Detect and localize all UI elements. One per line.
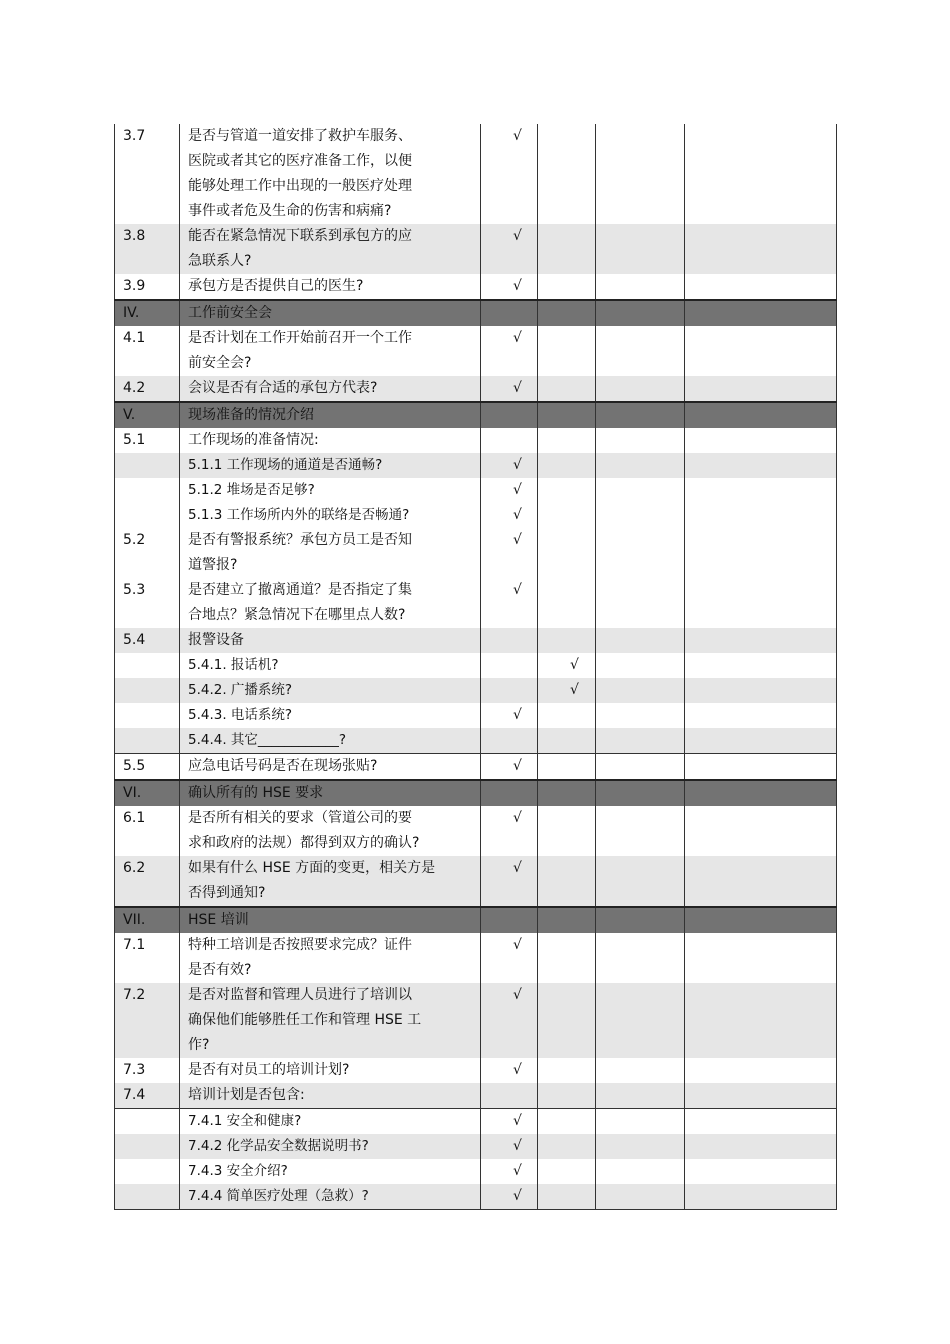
check-column-2 xyxy=(538,300,596,326)
remarks-column xyxy=(685,326,837,376)
item-number xyxy=(115,678,180,703)
item-number: IV. xyxy=(115,300,180,326)
question-line: 5.4.4. 其它____________? xyxy=(188,732,347,748)
question-line: 作? xyxy=(188,1037,210,1053)
question-text xyxy=(180,528,481,578)
item-number: 7.1 xyxy=(115,933,180,983)
item-row xyxy=(115,326,837,376)
question-line: 培训计划是否包含: xyxy=(188,1087,305,1103)
check-column-2 xyxy=(538,983,596,1058)
check-column-2 xyxy=(538,453,596,478)
check-column-2 xyxy=(538,628,596,653)
remarks-column xyxy=(685,402,837,428)
checkmark-icon: √ xyxy=(513,987,522,1003)
section-title xyxy=(180,780,481,806)
remarks-column xyxy=(685,780,837,806)
check-column-1 xyxy=(481,1134,538,1159)
check-column-1 xyxy=(481,428,538,453)
question-line: 工作前安全会 xyxy=(188,305,272,321)
checkmark-icon: √ xyxy=(513,507,522,523)
remarks-column xyxy=(685,907,837,933)
empty-column-3 xyxy=(596,478,685,503)
item-number: V. xyxy=(115,402,180,428)
item-number xyxy=(115,1184,180,1210)
remarks-column xyxy=(685,1058,837,1083)
empty-column-3 xyxy=(596,274,685,300)
question-line: 是否有警报系统？承包方员工是否知 xyxy=(188,532,412,548)
remarks-column xyxy=(685,528,837,578)
item-number: 6.2 xyxy=(115,856,180,907)
remarks-column xyxy=(685,1134,837,1159)
question-text xyxy=(180,1159,481,1184)
question-line: 报警设备 xyxy=(188,632,244,648)
checkmark-icon: √ xyxy=(513,482,522,498)
empty-column-3 xyxy=(596,907,685,933)
question-line: 应急电话号码是否在现场张贴? xyxy=(188,758,378,774)
question-line: 求和政府的法规）都得到双方的确认? xyxy=(188,835,420,851)
check-column-2 xyxy=(538,578,596,628)
question-line: 5.1.3 工作场所内外的联络是否畅通? xyxy=(188,507,410,523)
item-row xyxy=(115,806,837,856)
question-line: 工作现场的准备情况: xyxy=(188,432,319,448)
check-column-1 xyxy=(481,453,538,478)
check-column-1 xyxy=(481,376,538,402)
item-number: 6.1 xyxy=(115,806,180,856)
item-row xyxy=(115,933,837,983)
question-text xyxy=(180,224,481,274)
question-text xyxy=(180,1058,481,1083)
item-number xyxy=(115,503,180,528)
check-column-2 xyxy=(538,528,596,578)
checkmark-icon: √ xyxy=(513,380,522,396)
question-text xyxy=(180,678,481,703)
remarks-column xyxy=(685,1159,837,1184)
check-column-1 xyxy=(481,274,538,300)
empty-column-3 xyxy=(596,503,685,528)
question-text xyxy=(180,983,481,1058)
question-line: 道警报? xyxy=(188,557,238,573)
question-line: 承包方是否提供自己的医生? xyxy=(188,278,364,294)
sub-item-row xyxy=(115,678,837,703)
remarks-column xyxy=(685,933,837,983)
question-line: 是否建立了撤离通道？是否指定了集 xyxy=(188,582,412,598)
check-column-1 xyxy=(481,703,538,728)
check-column-2 xyxy=(538,653,596,678)
item-row xyxy=(115,1083,837,1109)
checkmark-icon: √ xyxy=(513,1188,522,1204)
sub-item-row xyxy=(115,1184,837,1210)
remarks-column xyxy=(685,274,837,300)
checkmark-icon: √ xyxy=(513,228,522,244)
empty-column-3 xyxy=(596,754,685,781)
question-text xyxy=(180,274,481,300)
question-line: 5.1.2 堆场是否足够? xyxy=(188,482,315,498)
check-column-2 xyxy=(538,224,596,274)
check-column-1 xyxy=(481,1159,538,1184)
empty-column-3 xyxy=(596,300,685,326)
check-column-1 xyxy=(481,1184,538,1210)
check-column-2 xyxy=(538,1058,596,1083)
checkmark-icon: √ xyxy=(513,860,522,876)
check-column-2 xyxy=(538,933,596,983)
question-line: 7.4.3 安全介绍? xyxy=(188,1163,288,1179)
sub-item-row xyxy=(115,453,837,478)
question-line: 医院或者其它的医疗准备工作，以便 xyxy=(188,153,412,169)
empty-column-3 xyxy=(596,428,685,453)
item-row xyxy=(115,224,837,274)
check-column-2 xyxy=(538,678,596,703)
check-column-2 xyxy=(538,274,596,300)
check-column-2 xyxy=(538,728,596,754)
check-column-1 xyxy=(481,402,538,428)
item-number: 3.9 xyxy=(115,274,180,300)
check-column-1 xyxy=(481,478,538,503)
question-line: 确保他们能够胜任工作和管理 HSE 工 xyxy=(188,1012,422,1028)
check-column-1 xyxy=(481,754,538,781)
check-column-2 xyxy=(538,402,596,428)
check-column-1 xyxy=(481,933,538,983)
checkmark-icon: √ xyxy=(513,532,522,548)
empty-column-3 xyxy=(596,1184,685,1210)
check-column-2 xyxy=(538,856,596,907)
sub-item-row xyxy=(115,478,837,503)
question-line: HSE 培训 xyxy=(188,912,249,928)
question-line: 5.4.3. 电话系统? xyxy=(188,707,293,723)
remarks-column xyxy=(685,1083,837,1109)
item-number: 4.1 xyxy=(115,326,180,376)
remarks-column xyxy=(685,478,837,503)
item-number: 5.5 xyxy=(115,754,180,781)
empty-column-3 xyxy=(596,728,685,754)
question-line: 5.4.1. 报话机? xyxy=(188,657,279,673)
check-column-1 xyxy=(481,224,538,274)
check-column-2 xyxy=(538,326,596,376)
check-column-2 xyxy=(538,754,596,781)
item-row xyxy=(115,1058,837,1083)
question-line: 如果有什么 HSE 方面的变更，相关方是 xyxy=(188,860,436,876)
empty-column-3 xyxy=(596,1109,685,1135)
question-line: 能否在紧急情况下联系到承包方的应 xyxy=(188,228,412,244)
item-number xyxy=(115,728,180,754)
check-column-2 xyxy=(538,703,596,728)
question-line: 是否与管道一道安排了救护车服务、 xyxy=(188,128,412,144)
item-number xyxy=(115,453,180,478)
sub-item-row xyxy=(115,503,837,528)
empty-column-3 xyxy=(596,124,685,224)
question-line: 合地点？紧急情况下在哪里点人数? xyxy=(188,607,406,623)
sub-item-row xyxy=(115,1159,837,1184)
item-number: 4.2 xyxy=(115,376,180,402)
item-number xyxy=(115,703,180,728)
item-row xyxy=(115,428,837,453)
item-number: 5.4 xyxy=(115,628,180,653)
item-row xyxy=(115,578,837,628)
question-text xyxy=(180,754,481,781)
checklist-body xyxy=(115,124,837,1210)
check-column-1 xyxy=(481,856,538,907)
section-header-row xyxy=(115,907,837,933)
empty-column-3 xyxy=(596,628,685,653)
check-column-1 xyxy=(481,1058,538,1083)
question-text xyxy=(180,578,481,628)
empty-column-3 xyxy=(596,678,685,703)
item-number: VII. xyxy=(115,907,180,933)
check-column-1 xyxy=(481,1083,538,1109)
question-text xyxy=(180,428,481,453)
question-text xyxy=(180,1134,481,1159)
question-text xyxy=(180,653,481,678)
question-text xyxy=(180,326,481,376)
question-line: 5.1.1 工作现场的通道是否通畅? xyxy=(188,457,383,473)
remarks-column xyxy=(685,1184,837,1210)
empty-column-3 xyxy=(596,402,685,428)
checkmark-icon: √ xyxy=(513,278,522,294)
question-text xyxy=(180,478,481,503)
checkmark-icon: √ xyxy=(513,937,522,953)
check-column-1 xyxy=(481,728,538,754)
empty-column-3 xyxy=(596,1058,685,1083)
remarks-column xyxy=(685,728,837,754)
question-text xyxy=(180,503,481,528)
question-line: 7.4.4 简单医疗处理（急救）? xyxy=(188,1188,369,1204)
remarks-column xyxy=(685,856,837,907)
empty-column-3 xyxy=(596,806,685,856)
hse-checklist-table xyxy=(114,124,837,1210)
checkmark-icon: √ xyxy=(513,457,522,473)
question-text xyxy=(180,628,481,653)
checkmark-icon: √ xyxy=(513,758,522,774)
check-column-2 xyxy=(538,376,596,402)
check-column-1 xyxy=(481,326,538,376)
question-text xyxy=(180,1184,481,1210)
check-column-1 xyxy=(481,300,538,326)
check-column-2 xyxy=(538,907,596,933)
sub-item-row xyxy=(115,653,837,678)
checkmark-icon: √ xyxy=(513,1062,522,1078)
question-line: 是否对监督和管理人员进行了培训以 xyxy=(188,987,412,1003)
check-column-2 xyxy=(538,124,596,224)
check-column-1 xyxy=(481,983,538,1058)
check-column-2 xyxy=(538,780,596,806)
item-number xyxy=(115,653,180,678)
remarks-column xyxy=(685,224,837,274)
question-text xyxy=(180,933,481,983)
remarks-column xyxy=(685,653,837,678)
section-title xyxy=(180,402,481,428)
question-text xyxy=(180,856,481,907)
checkmark-icon: √ xyxy=(513,582,522,598)
item-number xyxy=(115,478,180,503)
empty-column-3 xyxy=(596,780,685,806)
remarks-column xyxy=(685,124,837,224)
remarks-column xyxy=(685,983,837,1058)
item-number xyxy=(115,1134,180,1159)
remarks-column xyxy=(685,754,837,781)
section-header-row xyxy=(115,780,837,806)
section-title xyxy=(180,907,481,933)
check-column-2 xyxy=(538,1109,596,1135)
question-text xyxy=(180,453,481,478)
question-line: 是否所有相关的要求（管道公司的要 xyxy=(188,810,412,826)
check-column-2 xyxy=(538,806,596,856)
remarks-column xyxy=(685,503,837,528)
check-column-1 xyxy=(481,907,538,933)
empty-column-3 xyxy=(596,703,685,728)
question-line: 会议是否有合适的承包方代表? xyxy=(188,380,378,396)
empty-column-3 xyxy=(596,933,685,983)
question-line: 确认所有的 HSE 要求 xyxy=(188,785,324,801)
item-row xyxy=(115,528,837,578)
check-column-2 xyxy=(538,1083,596,1109)
item-row xyxy=(115,376,837,402)
check-column-1 xyxy=(481,124,538,224)
sub-item-row xyxy=(115,1109,837,1135)
question-text xyxy=(180,1109,481,1135)
empty-column-3 xyxy=(596,326,685,376)
check-column-1 xyxy=(481,578,538,628)
item-number xyxy=(115,1109,180,1135)
check-column-1 xyxy=(481,528,538,578)
check-column-2 xyxy=(538,1159,596,1184)
item-number: 3.7 xyxy=(115,124,180,224)
item-number xyxy=(115,1159,180,1184)
sub-item-row xyxy=(115,728,837,754)
empty-column-3 xyxy=(596,1134,685,1159)
checkmark-icon: √ xyxy=(570,657,579,673)
sub-item-row xyxy=(115,703,837,728)
check-column-1 xyxy=(481,653,538,678)
question-text xyxy=(180,728,481,754)
empty-column-3 xyxy=(596,983,685,1058)
item-row xyxy=(115,754,837,781)
checkmark-icon: √ xyxy=(570,682,579,698)
check-column-2 xyxy=(538,503,596,528)
item-number: 7.2 xyxy=(115,983,180,1058)
item-number: 3.8 xyxy=(115,224,180,274)
check-column-1 xyxy=(481,503,538,528)
check-column-2 xyxy=(538,1184,596,1210)
question-line: 急联系人? xyxy=(188,253,252,269)
checkmark-icon: √ xyxy=(513,1138,522,1154)
checkmark-icon: √ xyxy=(513,128,522,144)
item-number: 7.3 xyxy=(115,1058,180,1083)
check-column-2 xyxy=(538,428,596,453)
item-row xyxy=(115,124,837,224)
check-column-2 xyxy=(538,1134,596,1159)
section-title xyxy=(180,300,481,326)
question-line: 是否计划在工作开始前召开一个工作 xyxy=(188,330,412,346)
empty-column-3 xyxy=(596,856,685,907)
section-header-row xyxy=(115,300,837,326)
item-number: 5.3 xyxy=(115,578,180,628)
question-text xyxy=(180,124,481,224)
question-line: 否得到通知? xyxy=(188,885,266,901)
empty-column-3 xyxy=(596,653,685,678)
empty-column-3 xyxy=(596,528,685,578)
question-line: 5.4.2. 广播系统? xyxy=(188,682,293,698)
question-text xyxy=(180,376,481,402)
question-line: 是否有对员工的培训计划? xyxy=(188,1062,350,1078)
checkmark-icon: √ xyxy=(513,1163,522,1179)
remarks-column xyxy=(685,1109,837,1135)
question-text xyxy=(180,1083,481,1109)
check-column-1 xyxy=(481,628,538,653)
check-column-2 xyxy=(538,478,596,503)
item-number: 5.1 xyxy=(115,428,180,453)
question-line: 现场准备的情况介绍 xyxy=(188,407,314,423)
remarks-column xyxy=(685,376,837,402)
item-number: 5.2 xyxy=(115,528,180,578)
remarks-column xyxy=(685,428,837,453)
item-number: 7.4 xyxy=(115,1083,180,1109)
item-row xyxy=(115,983,837,1058)
checkmark-icon: √ xyxy=(513,810,522,826)
empty-column-3 xyxy=(596,453,685,478)
question-line: 特种工培训是否按照要求完成？证件 xyxy=(188,937,412,953)
check-column-1 xyxy=(481,1109,538,1135)
empty-column-3 xyxy=(596,1083,685,1109)
empty-column-3 xyxy=(596,578,685,628)
question-text xyxy=(180,703,481,728)
item-row xyxy=(115,628,837,653)
remarks-column xyxy=(685,703,837,728)
empty-column-3 xyxy=(596,1159,685,1184)
checkmark-icon: √ xyxy=(513,707,522,723)
item-row xyxy=(115,274,837,300)
empty-column-3 xyxy=(596,376,685,402)
empty-column-3 xyxy=(596,224,685,274)
question-line: 7.4.2 化学品安全数据说明书? xyxy=(188,1138,369,1154)
item-row xyxy=(115,856,837,907)
question-line: 能够处理工作中出现的一般医疗处理 xyxy=(188,178,412,194)
remarks-column xyxy=(685,578,837,628)
section-header-row xyxy=(115,402,837,428)
item-number: VI. xyxy=(115,780,180,806)
sub-item-row xyxy=(115,1134,837,1159)
check-column-1 xyxy=(481,806,538,856)
question-line: 是否有效? xyxy=(188,962,252,978)
question-line: 前安全会? xyxy=(188,355,252,371)
remarks-column xyxy=(685,628,837,653)
check-column-1 xyxy=(481,678,538,703)
remarks-column xyxy=(685,678,837,703)
remarks-column xyxy=(685,300,837,326)
question-line: 事件或者危及生命的伤害和病痛? xyxy=(188,203,392,219)
remarks-column xyxy=(685,806,837,856)
checkmark-icon: √ xyxy=(513,330,522,346)
question-text xyxy=(180,806,481,856)
checkmark-icon: √ xyxy=(513,1113,522,1129)
remarks-column xyxy=(685,453,837,478)
question-line: 7.4.1 安全和健康? xyxy=(188,1113,302,1129)
check-column-1 xyxy=(481,780,538,806)
